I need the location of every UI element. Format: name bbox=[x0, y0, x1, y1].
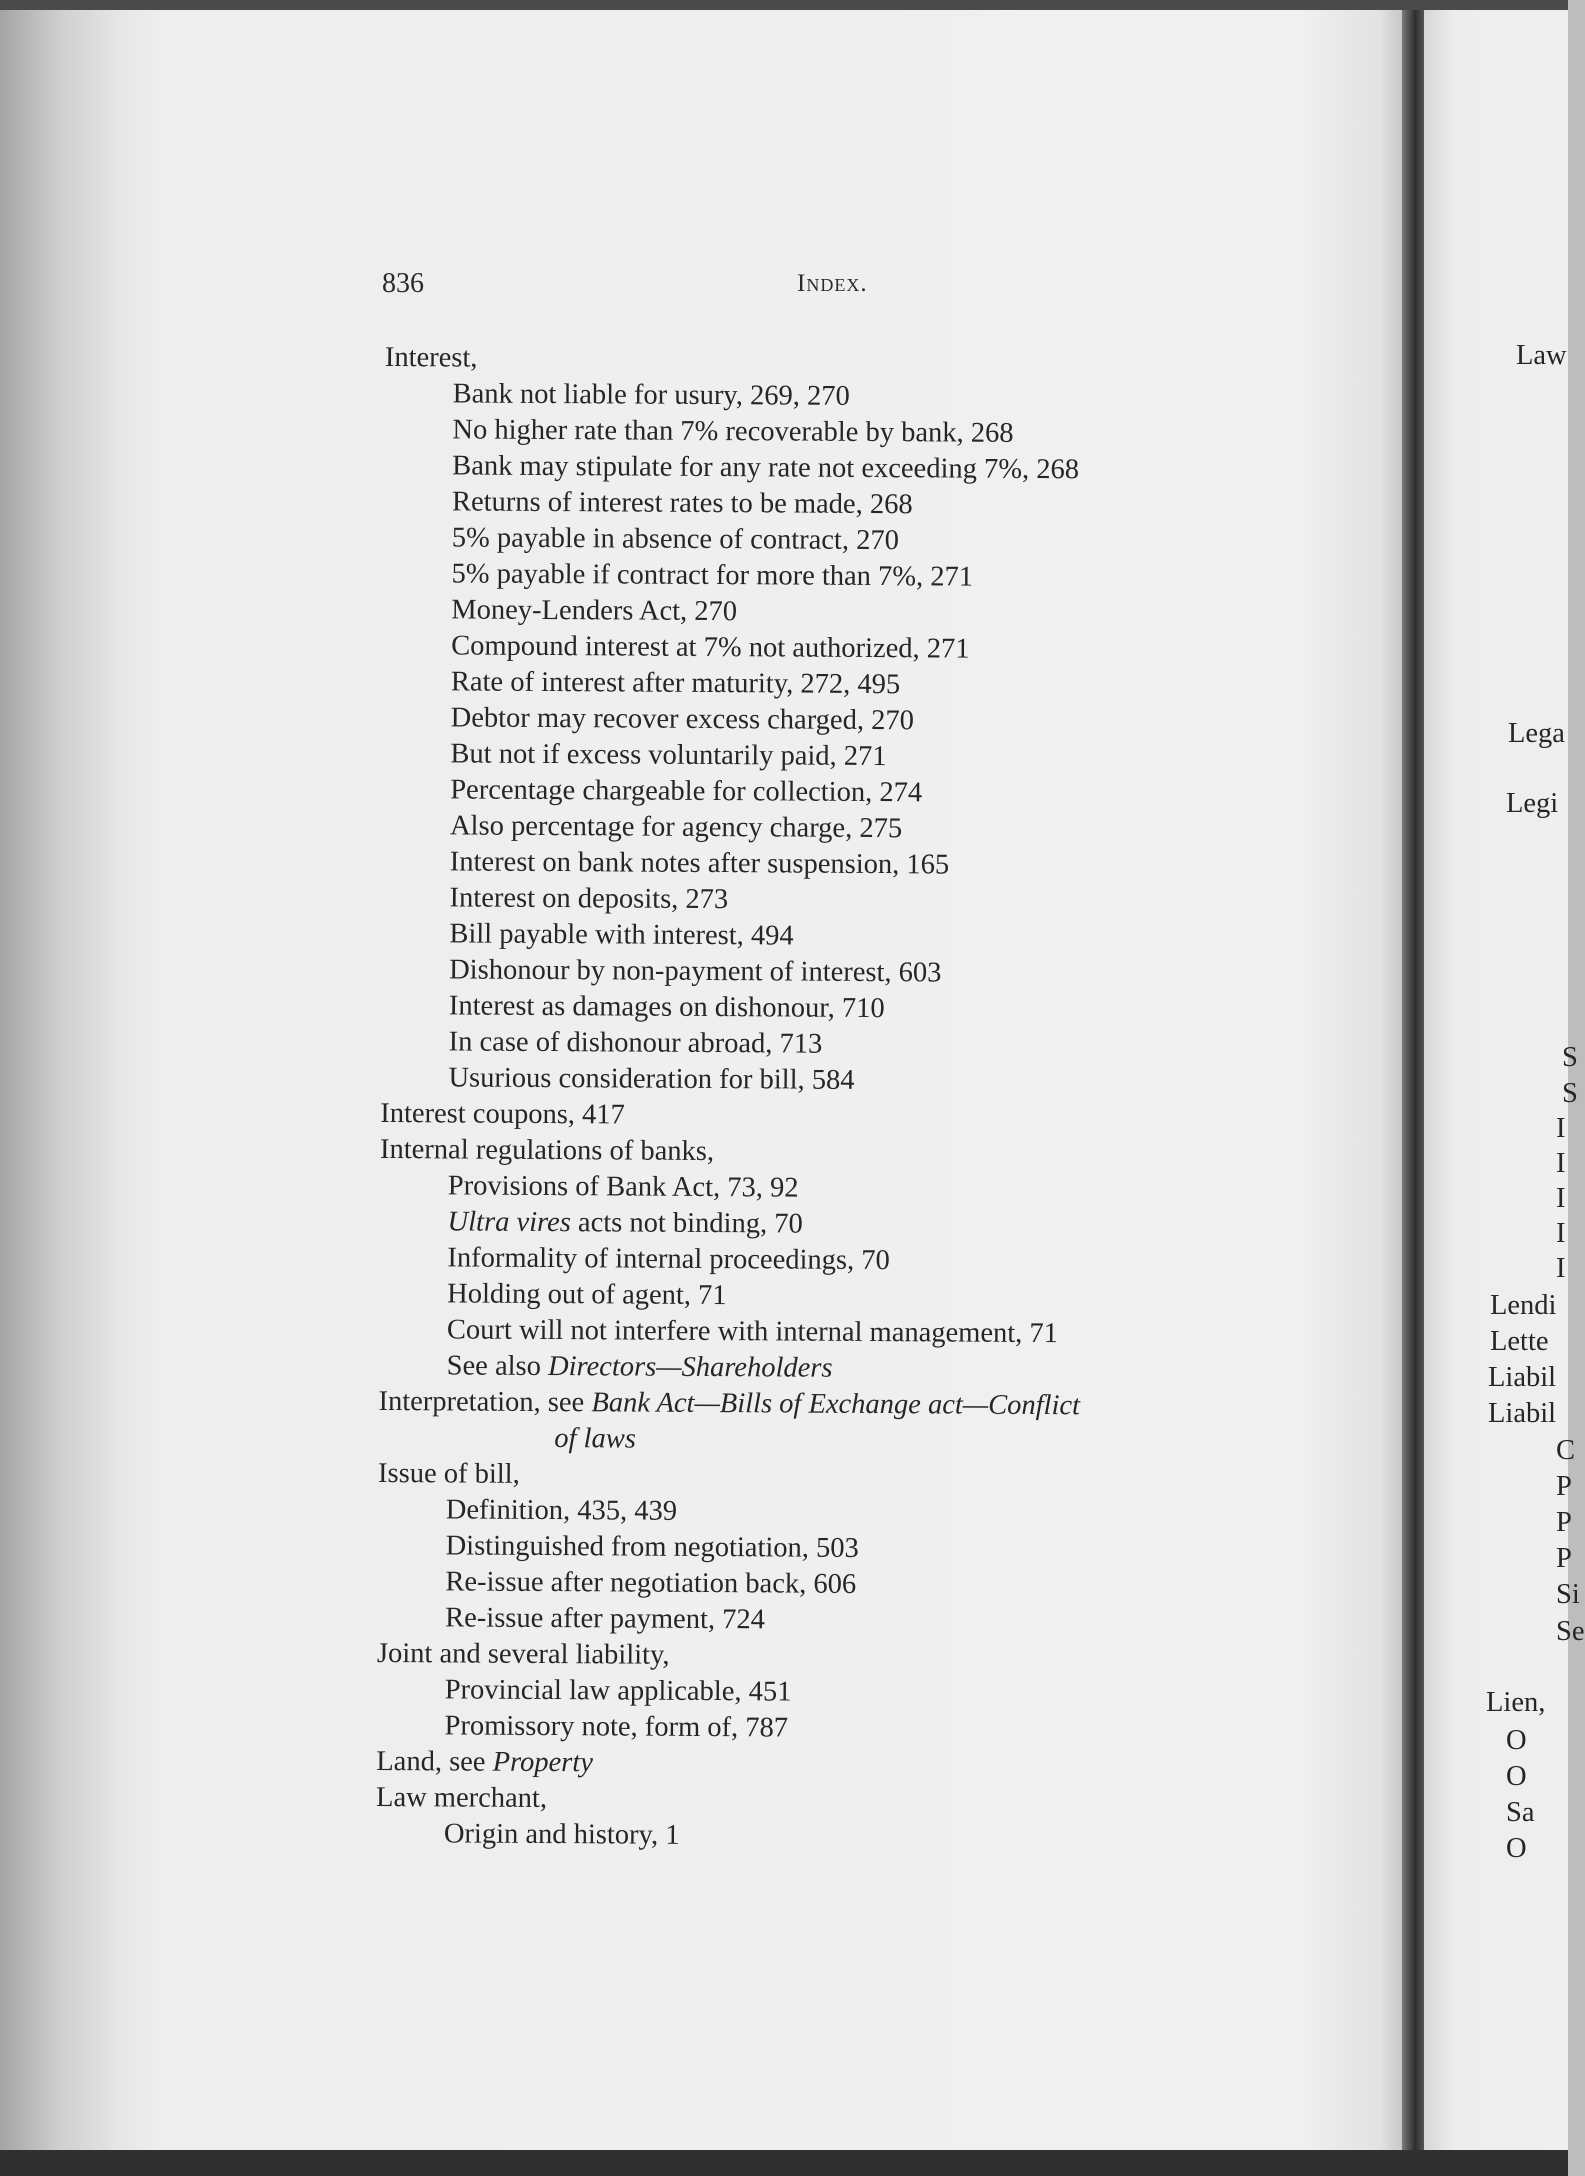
index-subentry bbox=[383, 664, 1333, 706]
facing-page-fragment: Law bbox=[1516, 340, 1567, 371]
entry-text: Interest coupons, 417 bbox=[380, 1097, 625, 1131]
index-subentry bbox=[385, 376, 1335, 418]
entry-text: Re-issue after payment, 724 bbox=[445, 1602, 766, 1636]
entry-text: Origin and history, 1 bbox=[443, 1818, 680, 1851]
facing-page-fragment: O bbox=[1506, 1725, 1527, 1756]
entry-text: Court will not interfere with internal management, 71 bbox=[446, 1314, 1059, 1350]
entry-text: Interpretation, see bbox=[378, 1385, 592, 1419]
index-subentry bbox=[379, 1240, 1329, 1282]
index-heading bbox=[380, 1132, 1330, 1174]
entry-text: Bill payable with interest, 494 bbox=[449, 918, 794, 952]
entry-text: acts not binding, 70 bbox=[570, 1207, 803, 1240]
entry-text: But not if excess voluntarily paid, 271 bbox=[450, 738, 887, 773]
facing-page-fragment: Lega bbox=[1508, 718, 1565, 749]
entry-text: Provisions of Bank Act, 73, 92 bbox=[447, 1170, 799, 1204]
facing-page-fragment: I bbox=[1556, 1183, 1566, 1214]
index-entries bbox=[376, 340, 1335, 1858]
entry-text: Dishonour by non-payment of interest, 603 bbox=[449, 954, 942, 989]
facing-page-fragment: S bbox=[1562, 1078, 1578, 1109]
entry-text: Compound interest at 7% not authorized, 271 bbox=[451, 630, 970, 665]
index-subentry bbox=[384, 484, 1334, 526]
index-subentry bbox=[383, 556, 1333, 598]
index-subentry bbox=[383, 592, 1333, 634]
entry-text: Bank may stipulate for any rate not exceeding 7%, 268 bbox=[452, 450, 1080, 486]
index-subentry bbox=[379, 1276, 1329, 1318]
index-subentry bbox=[380, 1060, 1330, 1102]
index-subentry bbox=[379, 1348, 1329, 1390]
index-subentry bbox=[380, 1168, 1330, 1210]
facing-page-fragment: Si bbox=[1556, 1579, 1580, 1610]
facing-page-fragment: Liabil bbox=[1488, 1398, 1557, 1429]
index-subentry bbox=[382, 772, 1332, 814]
entry-text: Interest, bbox=[384, 341, 478, 374]
entry-text: Debtor may recover excess charged, 270 bbox=[450, 702, 914, 737]
bottom-edge bbox=[0, 2150, 1568, 2176]
index-subentry bbox=[381, 1024, 1331, 1066]
entry-text: 5% payable in absence of contract, 270 bbox=[451, 522, 899, 557]
entry-text: Interest on bank notes after suspension, 165 bbox=[449, 846, 950, 881]
entry-text: Percentage chargeable for collection, 274 bbox=[450, 774, 923, 809]
italic-term: Ultra vires bbox=[447, 1206, 571, 1239]
index-subentry bbox=[378, 1492, 1328, 1534]
entry-text: Holding out of agent, 71 bbox=[447, 1278, 727, 1312]
index-subentry bbox=[379, 1312, 1329, 1354]
index-subentry bbox=[376, 1816, 1326, 1858]
cross-reference: Bank Act—Bills of Exchange act—Conflict bbox=[591, 1387, 1081, 1422]
facing-page-fragment: S bbox=[1562, 1042, 1578, 1073]
entry-text: Provincial law applicable, 451 bbox=[444, 1674, 792, 1708]
entry-text: See also bbox=[446, 1350, 549, 1383]
entry-text: Joint and several liability, bbox=[376, 1637, 670, 1671]
index-subentry bbox=[382, 808, 1332, 850]
entry-text: 5% payable if contract for more than 7%, 271 bbox=[451, 558, 974, 593]
italic-term: of laws bbox=[554, 1423, 636, 1455]
facing-page-fragment: I bbox=[1556, 1253, 1566, 1284]
index-subentry bbox=[382, 736, 1332, 778]
entry-text: Distinguished from negotiation, 503 bbox=[445, 1530, 859, 1564]
facing-page-fragment: Liabil bbox=[1488, 1362, 1557, 1393]
facing-page-fragment: P bbox=[1556, 1471, 1572, 1502]
index-subentry bbox=[384, 448, 1334, 490]
facing-page-fragment: O bbox=[1506, 1833, 1527, 1864]
entry-text: Money-Lenders Act, 270 bbox=[451, 594, 738, 628]
entry-text: Bank not liable for usury, 269, 270 bbox=[452, 378, 850, 412]
index-heading bbox=[380, 1096, 1330, 1138]
page-title: Index. bbox=[797, 270, 868, 297]
index-subentry bbox=[381, 880, 1331, 922]
cross-reference: Directors—Shareholders bbox=[547, 1351, 833, 1384]
index-subentry bbox=[377, 1600, 1327, 1642]
facing-page-fragment: Sa bbox=[1506, 1797, 1535, 1828]
entry-text: Rate of interest after maturity, 272, 495 bbox=[450, 666, 901, 701]
facing-page-fragment: Se bbox=[1556, 1616, 1585, 1647]
index-heading bbox=[376, 1780, 1326, 1822]
entry-text: Law merchant, bbox=[376, 1781, 548, 1815]
entry-text: Internal regulations of banks, bbox=[379, 1133, 715, 1168]
book-gutter bbox=[1402, 10, 1424, 2150]
index-heading bbox=[377, 1636, 1327, 1678]
facing-page-fragment: P bbox=[1556, 1507, 1572, 1538]
top-edge bbox=[0, 0, 1568, 10]
facing-page-fragment: I bbox=[1556, 1218, 1566, 1249]
facing-page-text bbox=[1424, 0, 1585, 2176]
facing-page-fragment: Lien, bbox=[1486, 1687, 1546, 1718]
entry-text: Land, see bbox=[376, 1745, 493, 1778]
running-head bbox=[0, 268, 1402, 308]
facing-page-fragment: O bbox=[1506, 1761, 1527, 1792]
entry-text: Issue of bill, bbox=[377, 1457, 520, 1490]
entry-text: Returns of interest rates to be made, 268 bbox=[451, 486, 913, 521]
index-subentry bbox=[381, 988, 1331, 1030]
facing-page-fragment: I bbox=[1556, 1148, 1566, 1179]
entry-text: In case of dishonour abroad, 713 bbox=[448, 1026, 823, 1060]
facing-page-fragment: Legi bbox=[1506, 788, 1559, 819]
entry-text: Interest on deposits, 273 bbox=[449, 882, 729, 916]
entry-text: Promissory note, form of, 787 bbox=[444, 1710, 789, 1744]
index-subentry bbox=[384, 520, 1334, 562]
facing-page-fragment: C bbox=[1556, 1435, 1576, 1466]
index-subentry bbox=[384, 412, 1334, 454]
entry-text: Re-issue after negotiation back, 606 bbox=[445, 1566, 857, 1600]
index-subentry bbox=[378, 1528, 1328, 1570]
cross-reference: Property bbox=[492, 1746, 594, 1779]
facing-page-fragment: Lette bbox=[1490, 1326, 1549, 1357]
entry-text: Interest as damages on dishonour, 710 bbox=[448, 990, 885, 1025]
facing-page-fragment: Lendi bbox=[1490, 1290, 1557, 1321]
index-subentry bbox=[383, 628, 1333, 670]
index-subentry bbox=[377, 1672, 1327, 1714]
index-subentry bbox=[381, 916, 1331, 958]
entry-text: Definition, 435, 439 bbox=[445, 1494, 678, 1527]
index-subentry bbox=[377, 1564, 1327, 1606]
index-subentry bbox=[376, 1708, 1326, 1750]
index-heading bbox=[385, 340, 1335, 382]
index-subentry bbox=[380, 1204, 1330, 1246]
entry-text: No higher rate than 7% recoverable by bank, 268 bbox=[452, 414, 1014, 449]
facing-page-fragment: I bbox=[1556, 1113, 1566, 1144]
index-heading bbox=[378, 1384, 1328, 1426]
index-heading bbox=[376, 1744, 1326, 1786]
entry-text: Informality of internal proceedings, 70 bbox=[447, 1242, 890, 1277]
entry-text: Also percentage for agency charge, 275 bbox=[449, 810, 903, 845]
index-heading bbox=[378, 1456, 1328, 1498]
index-subentry bbox=[382, 844, 1332, 886]
index-subentry bbox=[378, 1420, 1328, 1462]
index-subentry bbox=[381, 952, 1331, 994]
index-subentry bbox=[383, 700, 1333, 742]
facing-page-fragment: P bbox=[1556, 1543, 1572, 1574]
page-number: 836 bbox=[382, 268, 424, 299]
entry-text: Usurious consideration for bill, 584 bbox=[448, 1062, 855, 1096]
